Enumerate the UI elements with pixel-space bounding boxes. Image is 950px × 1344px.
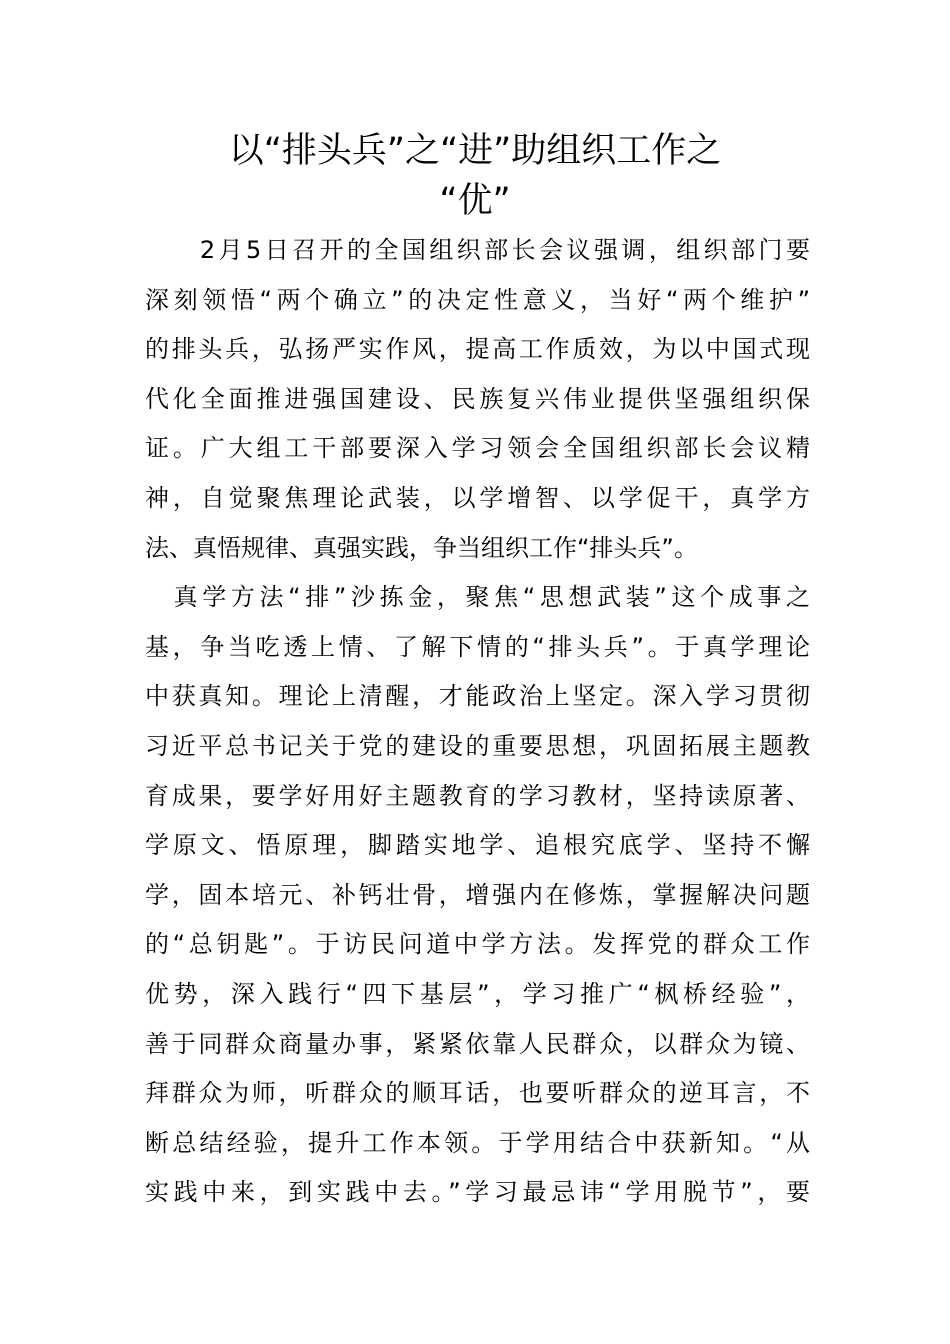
text-line: 代化全面推进强国建设、民族复兴伟业提供坚强组织保	[145, 384, 810, 413]
text-line: 法、真悟规律、真强实践，争当组织工作“排头兵”。	[145, 533, 698, 562]
text-line: 证。广大组工干部要深入学习领会全国组织部长会议精	[145, 434, 810, 463]
text-line: 优势，深入践行“四下基层”，学习推广“枫桥经验”，	[145, 979, 810, 1008]
text-line: 2月5日召开的全国组织部长会议强调，组织部门要	[145, 236, 810, 264]
text-line: 善于同群众商量办事，紧紧依靠人民群众，以群众为镜、	[145, 1029, 810, 1058]
paragraph-intro	[145, 226, 810, 573]
text-line: 神，自觉聚焦理论武装，以学增智、以学促干，真学方	[145, 483, 810, 512]
title-line: 以“排头兵”之“进”助组织工作之	[228, 131, 722, 171]
text-line: 学原文、悟原理，脚踏实地学、追根究底学、坚持不懈	[145, 831, 810, 860]
text-line: 拜群众为师，听群众的顺耳话，也要听群众的逆耳言，不	[145, 1079, 810, 1108]
text-line: 的“总钥匙”。于访民问道中学方法。发挥党的群众工作	[145, 930, 810, 959]
text-line: 习近平总书记关于党的建设的重要思想，巩固拓展主题教	[145, 731, 810, 760]
text-line: 断总结经验，提升工作本领。于学用结合中获新知。“从	[145, 1128, 810, 1157]
title-line: “优”	[439, 181, 511, 221]
text-line: 的排头兵，弘扬严实作风，提高工作质效，为以中国式现	[145, 335, 810, 364]
text-line: 中获真知。理论上清醒，才能政治上坚定。深入学习贯彻	[145, 682, 810, 711]
text-line: 深刻领悟“两个确立”的决定性意义，当好“两个维护”	[145, 285, 810, 314]
text-line: 学，固本培元、补钙壮骨，增强内在修炼，掌握解决问题	[145, 880, 810, 909]
text-line: 育成果，要学好用好主题教育的学习教材，坚持读原著、	[145, 781, 810, 810]
text-line: 基，争当吃透上情、了解下情的“排头兵”。于真学理论	[145, 632, 810, 661]
text-line: 真学方法“排”沙拣金，聚焦“思想武装”这个成事之	[145, 583, 810, 612]
paragraph-section-1	[145, 573, 810, 1218]
text-line: 实践中来，到实践中去。”学习最忌讳“学用脱节”，要	[145, 1178, 810, 1207]
document-body	[145, 226, 810, 1218]
document-title	[140, 126, 810, 226]
